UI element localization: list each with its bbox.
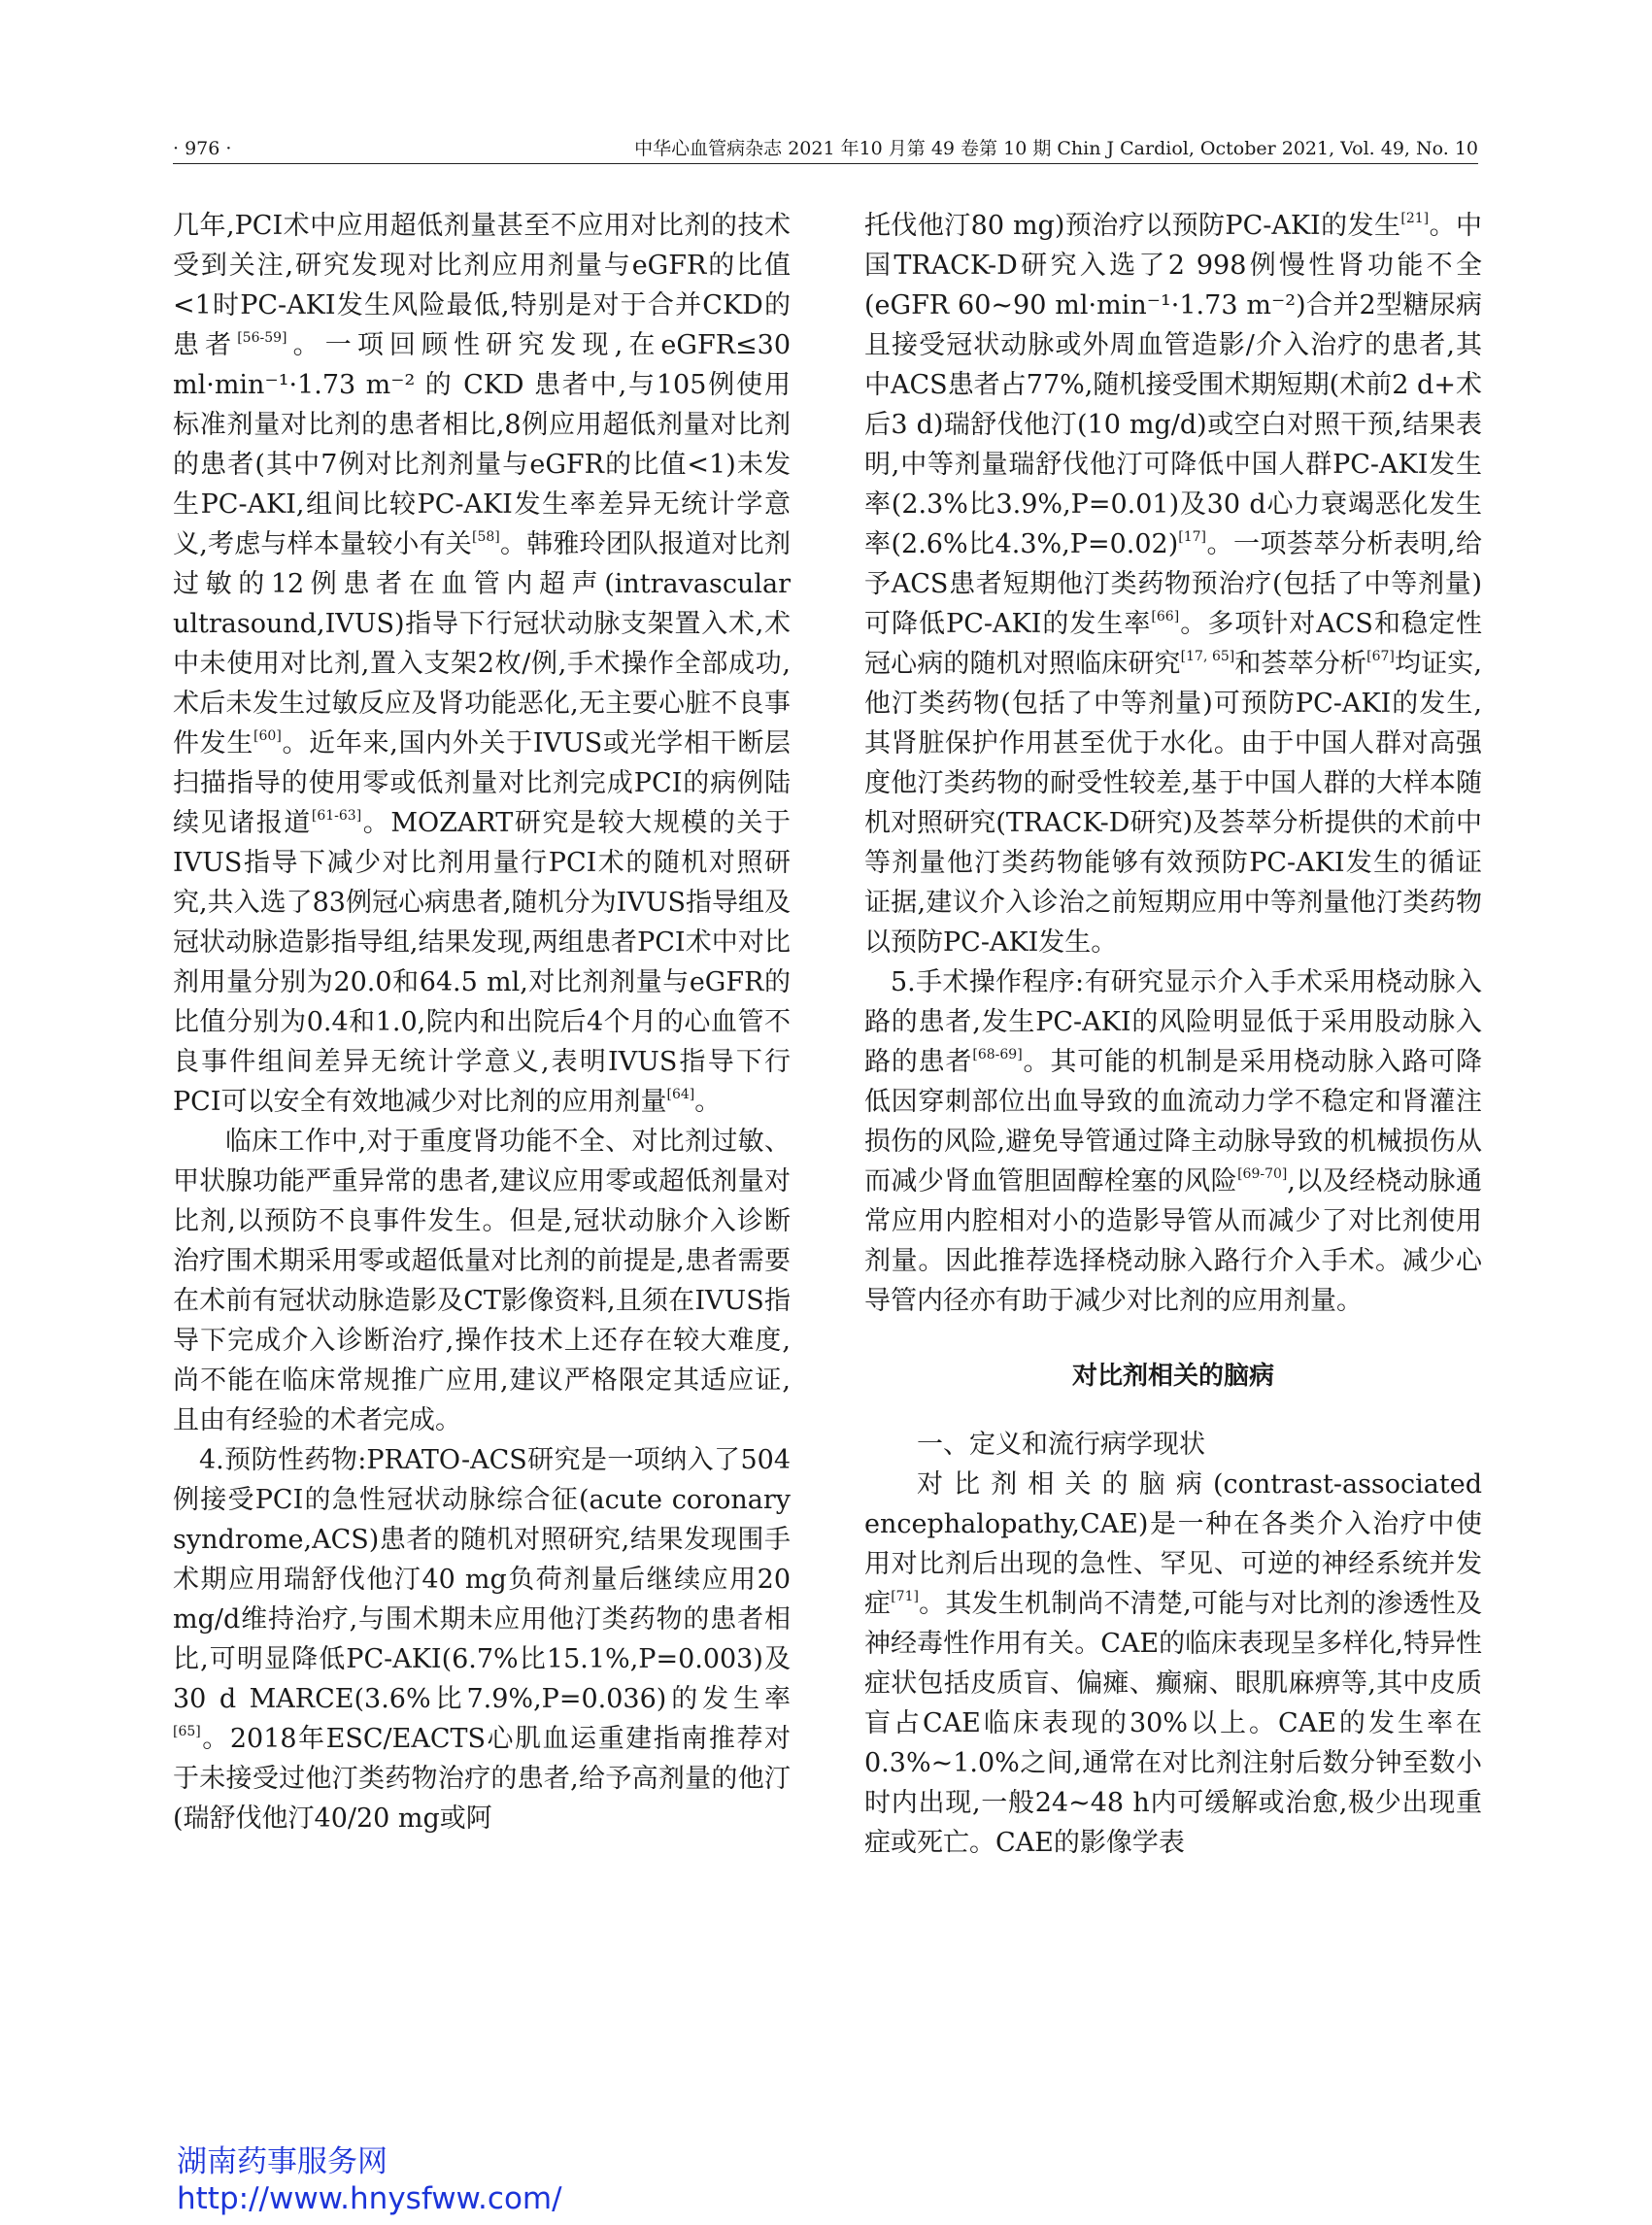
citation-ref: [58] (472, 529, 500, 545)
citation-ref: [69-70] (1237, 1166, 1288, 1182)
paragraph-preventive-drugs: 4.预防性药物:PRATO-ACS研究是一项纳入了504例接受PCI的急性冠状动脉综合征(acute coronary syndrome,ACS)患者的随机对照研究,结果发现围手术期应用瑞舒伐他汀40 mg负荷剂量后继续应用20 mg/d维持治疗,与围术期未应用他汀类药物的患者相比,可明显降低PC-AKI(6.7%比15.1%,P=0.003)及30 d MARCE(3.6%比7.9%,P=0.036)的发生率[65]。2018年ESC/EACTS心肌血运重建指南推荐对于未接受过他汀类药物治疗的患者,给予高剂量的他汀(瑞舒伐他汀40/20 mg或阿 (173, 1445, 791, 1834)
citation-ref: [71] (891, 1589, 919, 1604)
journal-citation: 中华心血管病杂志 2021 年10 月第 49 卷第 10 期 Chin J Cardiol, October 2021, Vol. 49, No. 10 (634, 138, 1478, 159)
watermark-site-name: 湖南药事服务网 (177, 2144, 388, 2179)
paragraph-cae-definition: 对比剂相关的脑病(contrast-associated encephalopathy,CAE)是一种在各类介入治疗中使用对比剂后出现的急性、罕见、可逆的神经系统并发症[71]。其发生机制尚不清楚,可能与对比剂的渗透性及神经毒性作用有关。CAE的临床表现呈多样化,特异性症状包括皮质盲、偏瘫、癫痫、眼肌麻痹等,其中皮质盲占CAE临床表现的30%以上。CAE的发生率在0.3%~1.0%之间,通常在对比剂注射后数分钟至数小时内出现,一般24~48 h内可缓解或治愈,极少出现重症或死亡。CAE的影像学表 (864, 1469, 1482, 1858)
paragraph-procedure: 5.手术操作程序:有研究显示介入手术采用桡动脉入路的患者,发生PC-AKI的风险明显低于采用股动脉入路的患者[68-69]。其可能的机制是采用桡动脉入路可降低因穿刺部位出血导致的血流动力学不稳定和肾灌注损伤的风险,避免导管通过降主动脉导致的机械损伤从而减少肾血管胆固醇栓塞的风险[69-70],以及经桡动脉通常应用内腔相对小的造影导管从而减少了对比剂使用剂量。因此推荐选择桡动脉入路行介入手术。减少心导管内径亦有助于减少对比剂的应用剂量。 (864, 967, 1483, 1316)
watermark-url: http://www.hnysfww.com/ (177, 2181, 562, 2216)
citation-ref: [56-59] (237, 330, 287, 346)
section-title: 对比剂相关的脑病 (1071, 1362, 1274, 1391)
paragraph-clinical-practice: 临床工作中,对于重度肾功能不全、对比剂过敏、甲状腺功能严重异常的患者,建议应用零或超低剂量对比剂,以预防不良事件发生。但是,冠状动脉介入诊断治疗围术期采用零或超低量对比剂的前提是,患者需要在术前有冠状动脉造影及CT影像资料,且须在IVUS指导下完成介入诊断治疗,操作技术上还存在较大难度,尚不能在临床常规推广应用,建议严格限定其适应证,且由有经验的术者完成。 (173, 1127, 791, 1435)
citation-ref: [65] (173, 1724, 201, 1739)
citation-ref: [61-63] (311, 808, 362, 824)
paragraph-low-contrast-dose: 几年,PCI术中应用超低剂量甚至不应用对比剂的技术受到关注,研究发现对比剂应用剂量与eGFR的比值<1时PC-AKI发生风险最低,特别是对于合并CKD的患者[56-59]。一项回顾性研究发现,在eGFR≤30 ml·min⁻¹·1.73 m⁻² 的 CKD 患者中,与105例使用标准剂量对比剂的患者相比,8例应用超低剂量对比剂的患者(其中7例对比剂剂量与eGFR的比值<1)未发生PC-AKI,组间比较PC-AKI发生率差异无统计学意义,考虑与样本量较小有关[58]。韩雅玲团队报道对比剂过敏的12例患者在血管内超声(intravascular ultrasound,IVUS)指导下行冠状动脉支架置入术,术中未使用对比剂,置入支架2枚/例,手术操作全部成功,术后未发生过敏反应及肾功能恶化,无主要心脏不良事件发生[60]。近年来,国内外关于IVUS或光学相干断层扫描指导的使用零或低剂量对比剂完成PCI的病例陆续见诸报道[61-63]。MOZART研究是较大规模的关于IVUS指导下减少对比剂用量行PCI术的随机对照研究,共入选了83例冠心病患者,随机分为IVUS指导组及冠状动脉造影指导组,结果发现,两组患者PCI术中对比剂用量分别为20.0和64.5 ml,对比剂剂量与eGFR的比值分别为0.4和1.0,院内和出院后4个月的心血管不良事件组间差异无统计学意义,表明IVUS指导下行PCI可以安全有效地减少对比剂的应用剂量[64]。 (173, 211, 792, 1117)
citation-ref: [21] (1400, 211, 1430, 226)
page-number: · 976 · (173, 138, 232, 159)
citation-ref: [66] (1151, 609, 1180, 624)
citation-ref: [17, 65] (1180, 649, 1235, 664)
citation-ref: [68-69] (972, 1047, 1023, 1062)
running-header (173, 134, 1478, 164)
citation-ref: [60] (253, 728, 282, 744)
citation-ref: [64] (666, 1087, 695, 1102)
citation-ref: [67] (1366, 649, 1395, 664)
watermark (177, 2143, 562, 2217)
left-column (173, 206, 791, 1838)
right-column (864, 206, 1482, 1863)
subsection-title: 一、定义和流行病学现状 (917, 1430, 1205, 1460)
paragraph-statin-evidence: 托伐他汀80 mg)预治疗以预防PC-AKI的发生[21]。中国TRACK-D研究入选了2 998例慢性肾功能不全(eGFR 60~90 ml·min⁻¹·1.73 m⁻²)合并2型糖尿病且接受冠状动脉或外周血管造影/介入治疗的患者,其中ACS患者占77%,随机接受围术期短期(术前2 d+术后3 d)瑞舒伐他汀(10 mg/d)或空白对照干预,结果表明,中等剂量瑞舒伐他汀可降低中国人群PC-AKI发生率(2.3%比3.9%,P=0.01)及30 d心力衰竭恶化发生率(2.6%比4.3%,P=0.02)[17]。一项荟萃分析表明,给予ACS患者短期他汀类药物预治疗(包括了中等剂量)可降低PC-AKI的发生率[66]。多项针对ACS和稳定性冠心病的随机对照临床研究[17, 65]和荟萃分析[67]均证实,他汀类药物(包括了中等剂量)可预防PC-AKI的发生,其肾脏保护作用甚至优于水化。由于中国人群对高强度他汀类药物的耐受性较差,基于中国人群的大样本随机对照研究(TRACK-D研究)及荟萃分析提供的术前中等剂量他汀类药物能够有效预防PC-AKI发生的循证证据,建议介入诊治之前短期应用中等剂量他汀类药物以预防PC-AKI发生。 (864, 211, 1482, 958)
citation-ref: [17] (1178, 529, 1206, 545)
